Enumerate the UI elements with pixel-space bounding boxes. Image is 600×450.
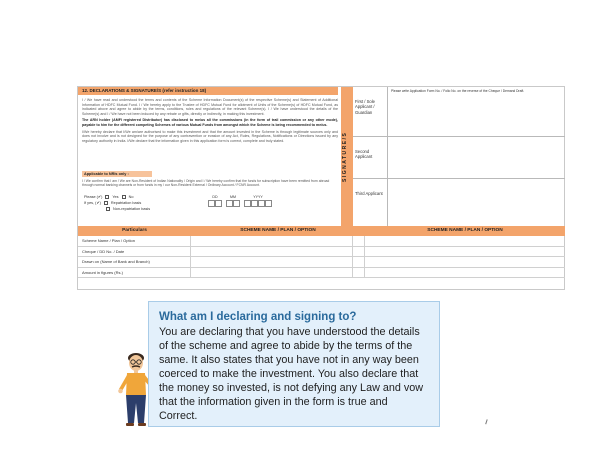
signature-box-first[interactable] [353, 87, 565, 137]
input-cell[interactable] [365, 236, 565, 246]
declaration-para-1: I / We have read and understood the terms and contents of the Scheme Information Document(s) of the respective Scheme(s) and Statement of Additional Information of HDFC Mutual Fund. I / We hereby apply to the Trustee of HDFC Mutual Fund for allotment of Units of the Scheme(s) of HDFC Mutual Fund, as indicated above and agree to abide by the terms, conditions, rules and regulations of the relevant Scheme(s). I / We have understood the details of the Scheme(s) and I / We have not been induced by any rebate or gifts, directly or indirectly, in making this investment. [82, 98, 338, 116]
explanation-callout [148, 301, 440, 427]
second-applicant-label: Second Applicant [355, 149, 373, 160]
nri-heading: Applicable to NRIs only : [82, 171, 152, 177]
declaration-text [82, 98, 338, 145]
date-field[interactable] [208, 195, 272, 207]
input-cell[interactable] [191, 247, 353, 257]
signature-box-second[interactable] [353, 137, 565, 179]
if-yes-label: If yes, (✔) [84, 200, 101, 205]
table-row [78, 247, 565, 258]
repatriation-checkbox[interactable] [104, 201, 108, 205]
payment-table-header [78, 226, 565, 236]
first-applicant-label: First / Sole Applicant / Guardian [355, 99, 376, 115]
cheque-note: Please write Application Form No. / Folio No. on the reverse of the Cheque / Demand Draft. [391, 89, 525, 93]
scheme-header-1: SCHEME NAME / PLAN / OPTION [240, 228, 316, 233]
non-repatriation-label: Non-repatriation basis [113, 206, 151, 211]
callout-title: What am I declaring and signing to? [159, 311, 357, 323]
table-row [78, 257, 565, 268]
table-row [78, 268, 565, 279]
date-mm-label: MM [230, 195, 236, 199]
input-cell[interactable] [191, 257, 353, 267]
no-checkbox[interactable] [122, 195, 126, 199]
particulars-header: Particulars [122, 228, 147, 233]
scheme-header-2: SCHEME NAME / PLAN / OPTION [427, 228, 503, 233]
section-title: 12. DECLARATIONS & SIGNATURE/S (refer instruction 18) [78, 87, 338, 95]
date-dd-label: DD [212, 195, 218, 199]
payment-table [78, 236, 565, 278]
signature-boxes [353, 87, 565, 226]
repatriation-label: Repatriation basis [110, 200, 142, 205]
yes-label: Yes [112, 194, 119, 199]
no-label: No [128, 194, 134, 199]
input-cell[interactable] [191, 268, 353, 278]
row-label: Drawn on (Name of Bank and Branch) [78, 257, 191, 267]
nri-confirmation-text: I / We confirm that I am / We are Non-Resident of Indian Nationality / Origin and I / We hereby confirm that the funds for subscription have been remitted from abroad through normal banking channels or from funds in my / our Non-Resident External / Ordinary Account / FCNR Account. [82, 179, 330, 188]
third-applicant-label: Third Applicant [355, 191, 383, 196]
input-cell[interactable] [191, 236, 353, 246]
table-row [78, 236, 565, 247]
input-cell[interactable] [365, 268, 565, 278]
date-yyyy-label: YYYY [253, 195, 263, 199]
row-label: Cheque / DD No. / Date [78, 247, 191, 257]
callout-body: You are declaring that you have understood the details of the scheme and agree to abide by the terms of the same. It also states that you have not in any way been coerced to make the investment. You also declare that the money so invested, is not defying any Law and vow that the information given in the form is true and Correct. [159, 326, 424, 422]
application-form-excerpt [77, 86, 565, 290]
signature-vertical-label: SIGNATURE/S [342, 131, 348, 183]
please-tick-label: Please (✔) [84, 194, 103, 199]
input-cell[interactable] [365, 257, 565, 267]
yes-checkbox[interactable] [105, 195, 109, 199]
non-repatriation-checkbox[interactable] [106, 207, 110, 211]
input-cell[interactable] [365, 247, 565, 257]
stray-mark [483, 419, 487, 425]
row-label: Scheme Name / Plan / Option [78, 236, 191, 246]
declaration-para-2: The ARN holder (AMFI registered Distributor) has disclosed to me/us all the commissions (in the form of trail commission or any other mode), payable to him for the different competing Schemes of various Mutual Funds from amongst which the Scheme is being recommended to me/us. [82, 118, 338, 127]
declaration-para-3: I/We hereby declare that I/We am/are authorised to make this investment and that the amount invested in the Scheme is through legitimate sources only and does not involve and is not designed for the purpose of any contravention or evasion of any Act, Rules, Regulations, Notifications or Directions issued by any regulatory authority in India. I/We declare that the information given in this application form is correct, complete and truly stated. [82, 129, 338, 143]
signature-box-third[interactable] [353, 179, 565, 226]
row-label: Amount in figures (Rs.) [78, 268, 191, 278]
